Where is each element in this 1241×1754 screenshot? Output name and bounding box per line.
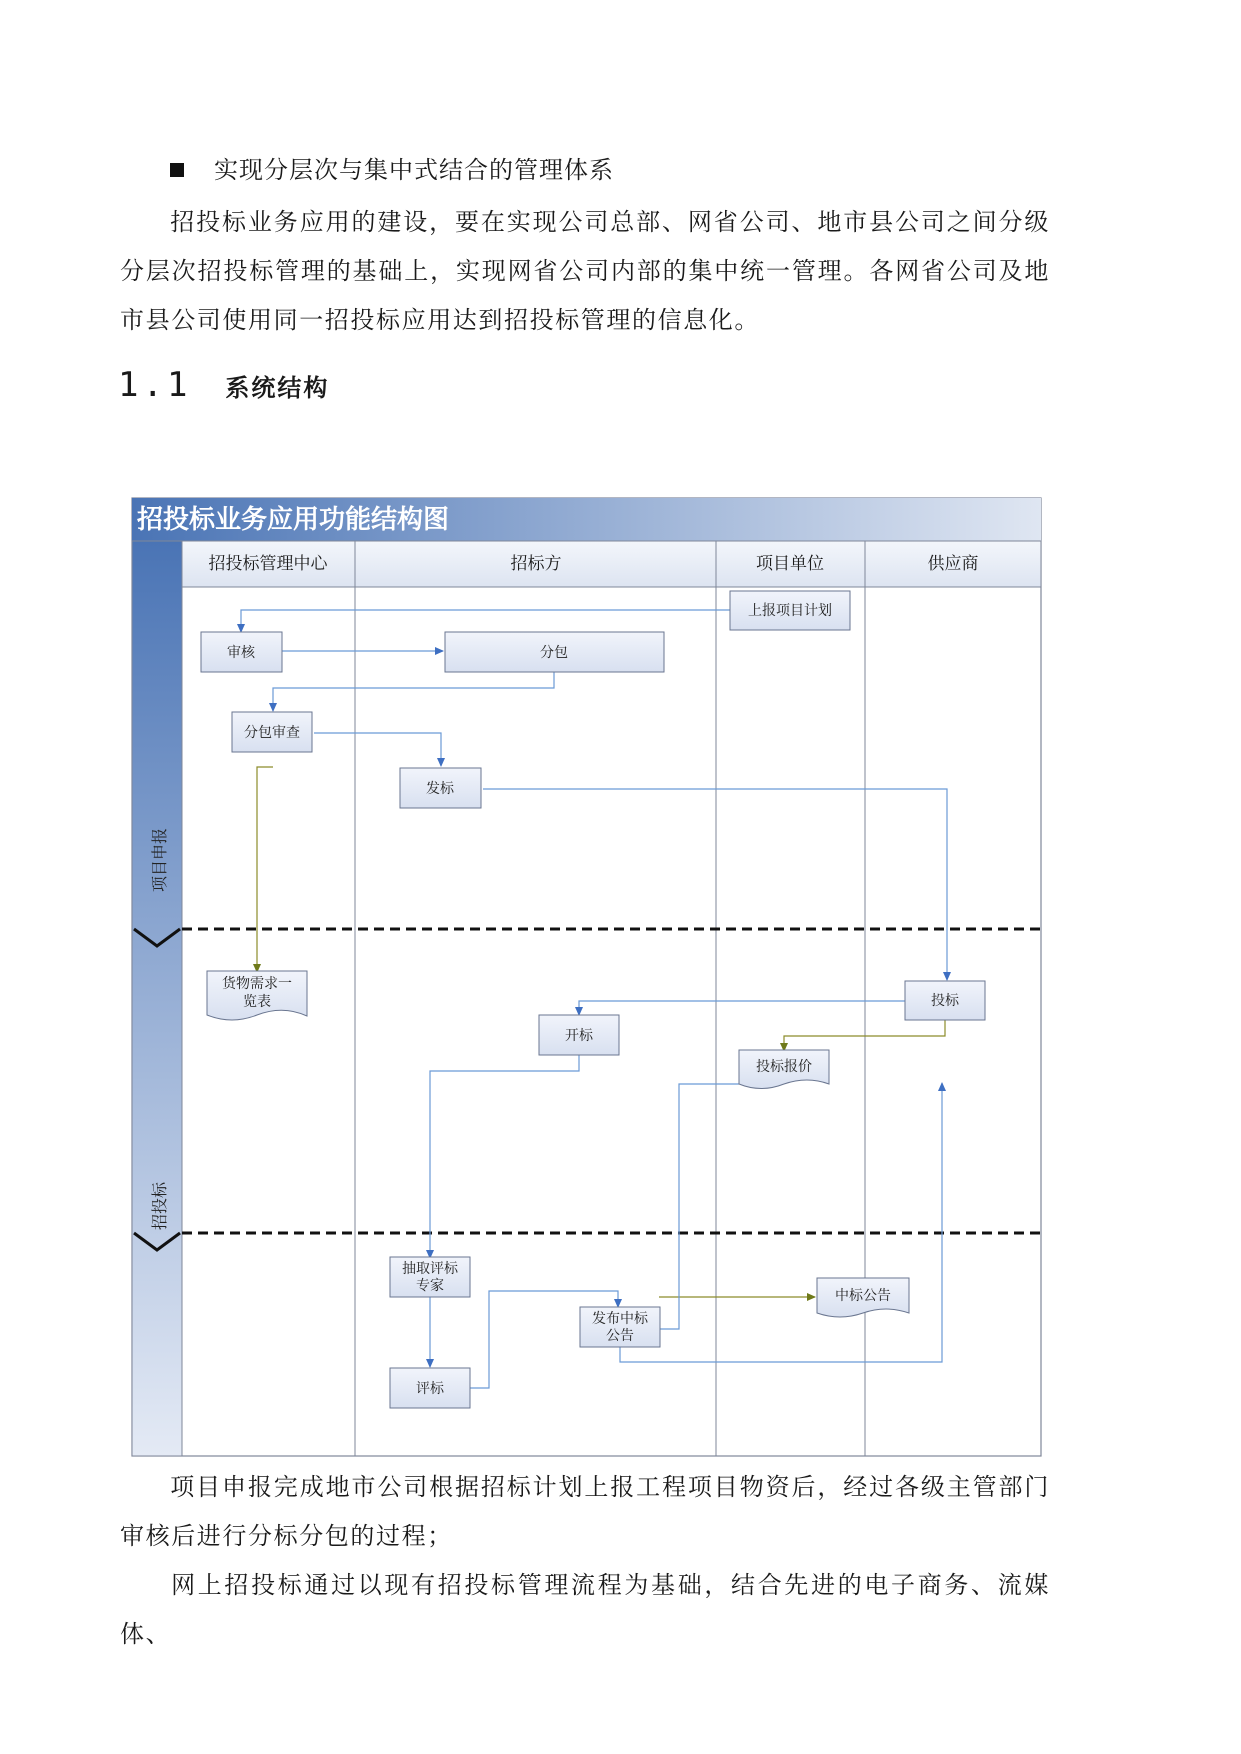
column-header-supplier: 供应商 xyxy=(927,554,979,574)
node-review xyxy=(201,632,282,672)
node-submit-bid xyxy=(905,981,985,1020)
svg-text:抽取评标: 抽取评标 xyxy=(402,1261,458,1277)
svg-text:发标: 发标 xyxy=(426,781,454,797)
phase-label-bidding: 招投标 xyxy=(150,1181,169,1230)
section-number: 1.1 xyxy=(118,365,192,405)
node-report-plan xyxy=(730,591,850,630)
svg-text:分包: 分包 xyxy=(540,645,568,661)
svg-text:发布中标: 发布中标 xyxy=(592,1311,648,1327)
node-package xyxy=(445,632,664,672)
paragraph-report: 项目申报完成地市公司根据招标计划上报工程项目物资后，经过各级主管部门审核后进行分标分包的过程； xyxy=(120,1473,1050,1550)
paragraph-online-bidding: 网上招投标通过以现有招投标管理流程为基础，结合先进的电子商务、流媒体、 xyxy=(120,1571,1050,1648)
node-publish-award xyxy=(580,1307,660,1347)
svg-text:评标: 评标 xyxy=(416,1381,444,1397)
phase-bar xyxy=(132,541,182,1456)
bullet-text: 实现分层次与集中式结合的管理体系 xyxy=(214,156,614,184)
svg-text:开标: 开标 xyxy=(565,1028,593,1044)
svg-text:上报项目计划: 上报项目计划 xyxy=(748,603,832,619)
node-evaluate xyxy=(390,1368,470,1408)
node-open-bid xyxy=(539,1015,619,1055)
svg-text:分包审查: 分包审查 xyxy=(244,725,300,741)
section-title: 系统结构 xyxy=(225,374,330,402)
column-header-project-unit: 项目单位 xyxy=(756,554,824,574)
svg-text:览表: 览表 xyxy=(243,994,271,1010)
column-header-center: 招投标管理中心 xyxy=(208,554,328,574)
column-header-tenderer: 招标方 xyxy=(510,554,562,574)
diagram-title: 招投标业务应用功能结构图 xyxy=(137,505,450,535)
svg-text:专家: 专家 xyxy=(416,1278,444,1294)
node-select-experts xyxy=(390,1257,470,1297)
svg-text:审核: 审核 xyxy=(227,645,255,661)
intro-paragraph: 招投标业务应用的建设，要在实现公司总部、网省公司、地市县公司之间分级分层次招投标管理的基础上，实现网省公司内部的集中统一管理。各网省公司及地市县公司使用同一招投标应用达到招投标管理的信息化。 xyxy=(120,208,1050,334)
svg-text:公告: 公告 xyxy=(606,1328,634,1344)
svg-text:中标公告: 中标公告 xyxy=(835,1288,891,1304)
svg-text:投标: 投标 xyxy=(931,993,959,1009)
node-package-review xyxy=(232,712,312,752)
svg-text:货物需求一: 货物需求一 xyxy=(222,976,292,992)
phase-label-report: 项目申报 xyxy=(150,827,169,892)
svg-text:投标报价: 投标报价 xyxy=(756,1059,812,1075)
node-issue-bid xyxy=(400,768,481,808)
